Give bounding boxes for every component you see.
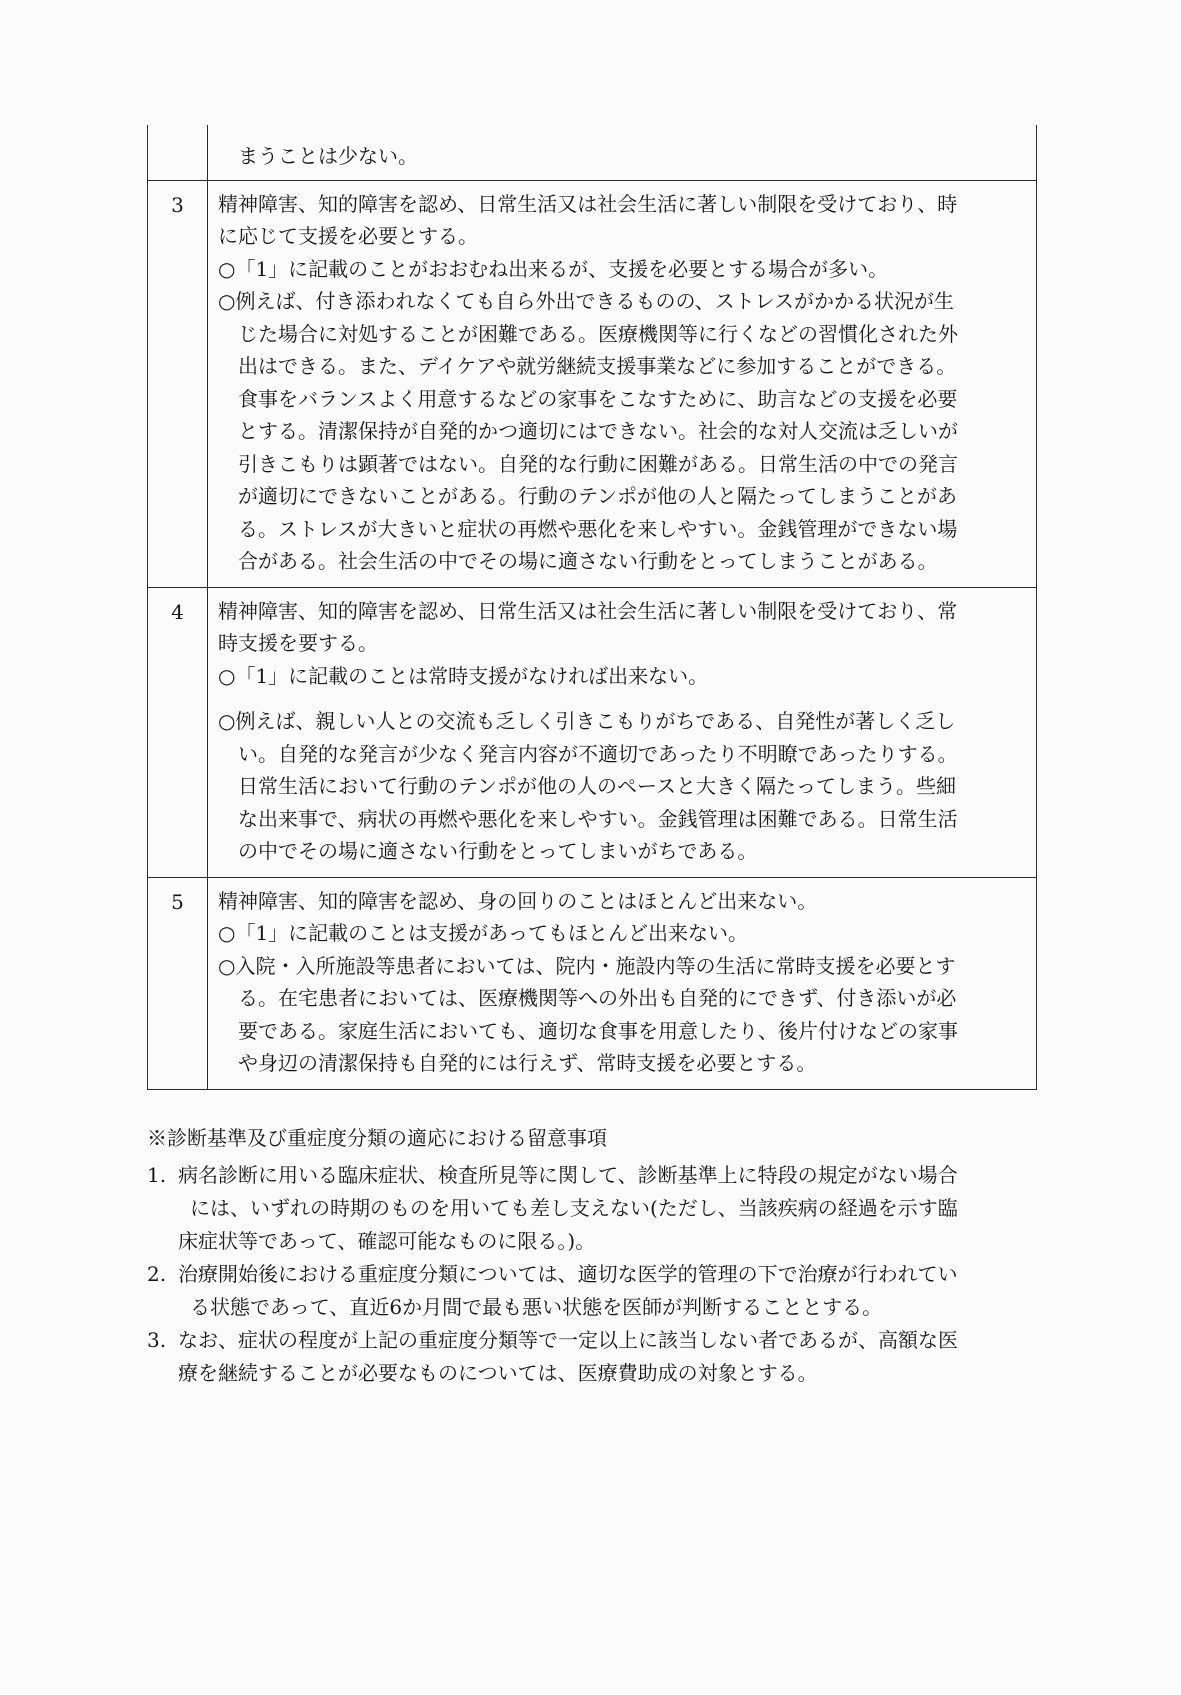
note-number: 1. xyxy=(147,1163,167,1187)
text-line: な出来事で、病状の再燃や悪化を来しやすい。金銭管理は困難である。日常生活 xyxy=(238,806,958,831)
note-line: 治療開始後における重症度分類については、適切な医学的管理の下で治療が行われてい xyxy=(178,1262,958,1286)
text-line: に応じて支援を必要とする。 xyxy=(218,224,478,248)
text-line: の中でその場に適さない行動をとってしまいがちである。 xyxy=(238,839,758,863)
text-line: まうことは少ない。 xyxy=(238,144,418,168)
text-line: 精神障害、知的障害を認め、身の回りのことはほとんど出来ない。 xyxy=(218,888,818,913)
text-line: 引きこもりは顕著ではない。自発的な行動に困難がある。日常生活の中での発言 xyxy=(238,451,958,476)
note-line: 療を継続することが必要なものについては、医療費助成の対象とする。 xyxy=(178,1361,818,1385)
table-row xyxy=(148,125,1036,180)
notes-items xyxy=(147,1159,1052,1390)
table-row xyxy=(148,587,1036,877)
notes-section xyxy=(147,1122,1052,1390)
text-line: が適切にできないことがある。行動のテンポが他の人と隔たってしまうことがあ xyxy=(238,484,957,508)
text-line: ○「1」に記載のことがおおむね出来るが、支援を必要とする場合が多い。 xyxy=(218,256,889,281)
text-line: や身辺の清潔保持も自発的には行えず、常時支援を必要とする。 xyxy=(238,1051,817,1075)
text-line: 合がある。社会生活の中でその場に適さない行動をとってしまうことがある。 xyxy=(238,549,938,573)
note-item xyxy=(147,1258,1052,1324)
text-line: ○入院・入所施設等患者においては、院内・施設内等の生活に常時支援を必要とす xyxy=(218,953,956,978)
text-line: ○例えば、付き添われなくても自ら外出できるものの、ストレスがかかる状況が生 xyxy=(218,289,955,313)
row-content xyxy=(208,125,1036,180)
note-line: 床症状等であって、確認可能なものに限る。)。 xyxy=(178,1229,596,1253)
text-line: る。ストレスが大きいと症状の再燃や悪化を来しやすい。金銭管理ができない場 xyxy=(238,516,958,541)
note-line: なお、症状の程度が上記の重症度分類等で一定以上に該当しない者であるが、高額な医 xyxy=(178,1328,958,1352)
note-number: 3. xyxy=(147,1328,167,1352)
text-line: ○例えば、親しい人との交流も乏しく引きこもりがちである、自発性が著しく乏し xyxy=(218,709,956,733)
note-line: 病名診断に用いる臨床症状、検査所見等に関して、診断基準上に特段の規定がない場合 xyxy=(178,1163,958,1187)
note-item xyxy=(147,1159,1052,1258)
note-text xyxy=(178,1258,1052,1324)
notes-heading: ※診断基準及び重症度分類の適応における留意事項 xyxy=(147,1126,607,1150)
text-line: ○「1」に記載のことは支援があってもほとんど出来ない。 xyxy=(218,921,748,945)
note-line: る状態であって、直近6か月間で最も悪い状態を医師が判断することとする。 xyxy=(190,1295,883,1319)
note-text xyxy=(178,1159,1052,1258)
table-row xyxy=(148,180,1036,587)
grade-cell xyxy=(148,125,208,180)
table-row xyxy=(148,877,1036,1089)
text-line: 食事をバランスよく用意するなどの家事をこなすために、助言などの支援を必要 xyxy=(238,386,958,411)
grade-cell: 4 xyxy=(148,588,208,877)
note-number: 2. xyxy=(147,1262,167,1286)
text-line: 時支援を要する。 xyxy=(218,631,378,655)
note-text xyxy=(178,1324,1052,1390)
note-item xyxy=(147,1324,1052,1390)
row-content xyxy=(208,588,1036,877)
text-line: とする。清潔保持が自発的かつ適切にはできない。社会的な対人交流は乏しいが xyxy=(238,419,958,443)
grade-cell: 3 xyxy=(148,181,208,587)
row-content xyxy=(208,181,1036,587)
text-line: 要である。家庭生活においても、適切な食事を用意したり、後片付けなどの家事 xyxy=(238,1018,958,1043)
text-line: 出はできる。また、デイケアや就労継続支援事業などに参加することができる。 xyxy=(238,354,957,378)
grade-cell: 5 xyxy=(148,878,208,1089)
text-line: ○「1」に記載のことは常時支援がなければ出来ない。 xyxy=(218,663,709,688)
text-line: じた場合に対処することが困難である。医療機関等に行くなどの習慣化された外 xyxy=(238,321,958,346)
text-line: 精神障害、知的障害を認め、日常生活又は社会生活に著しい制限を受けており、時 xyxy=(218,191,958,216)
text-line: い。自発的な発言が少なく発言内容が不適切であったり不明瞭であったりする。 xyxy=(238,741,958,766)
text-line: 日常生活において行動のテンポが他の人のペースと大きく隔たってしまう。些細 xyxy=(238,774,956,798)
severity-table xyxy=(147,125,1037,1090)
row-content xyxy=(208,878,1036,1089)
text-line: る。在宅患者においては、医療機関等への外出も自発的にできず、付き添いが必 xyxy=(238,986,957,1010)
note-line: には、いずれの時期のものを用いても差し支えない(ただし、当該疾病の経過を示す臨 xyxy=(190,1196,958,1220)
text-line: 精神障害、知的障害を認め、日常生活又は社会生活に著しい制限を受けており、常 xyxy=(218,598,958,623)
